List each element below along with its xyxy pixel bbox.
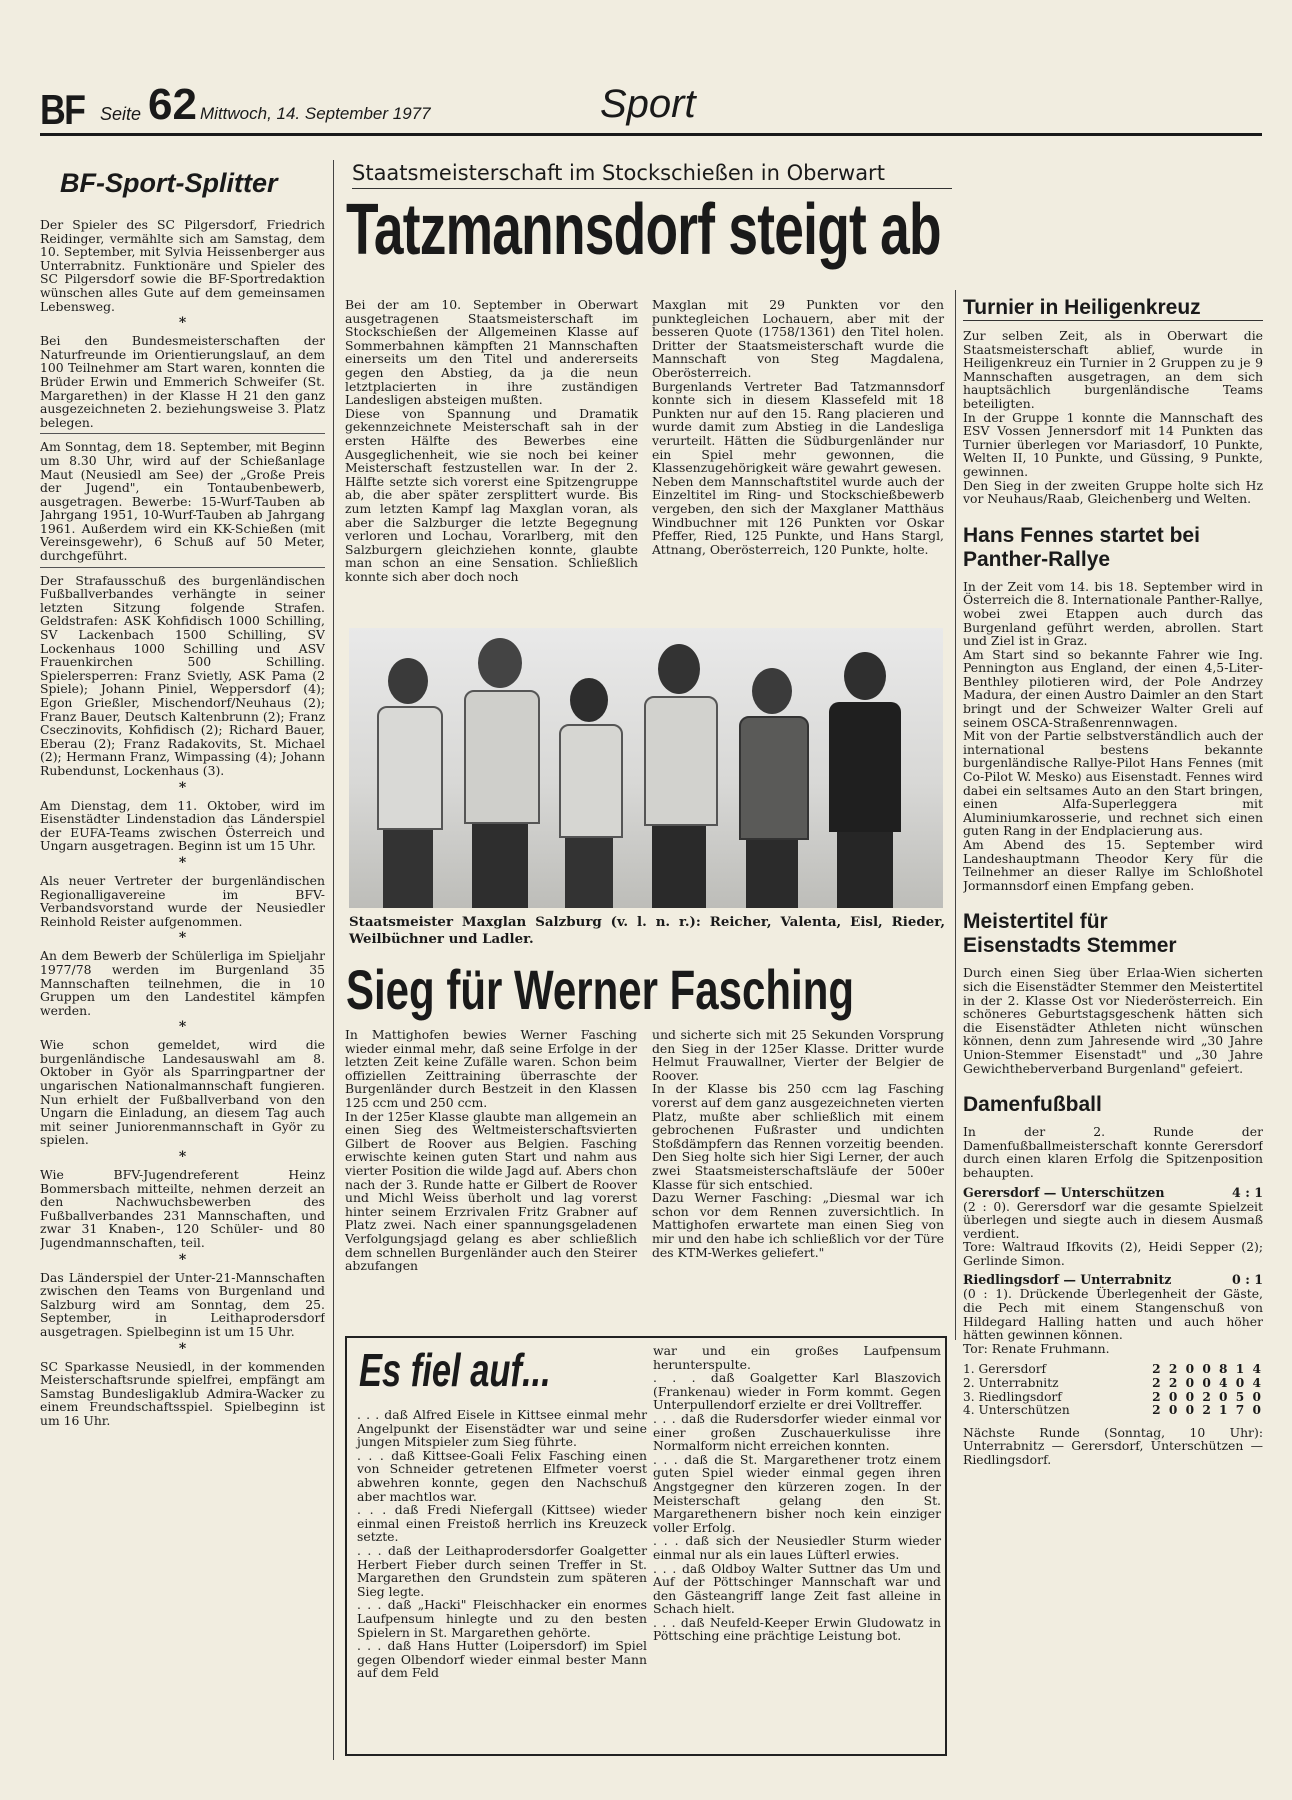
right-column xyxy=(963,296,1263,1766)
stat: 4 xyxy=(1219,1376,1230,1391)
logo: BF xyxy=(40,86,85,133)
stemmer-title: Meistertitel für Eisenstadts Stemmer xyxy=(963,910,1177,958)
page-header xyxy=(40,82,1262,138)
es-fiel-auf-text: war und ein großes Laufpensum herunterspulte. . . . daß Goalgetter Karl Blaszovich (Frankenau) wieder in Form kommt. Gegen Unterpullendorf erzielte er drei Volltreffer. . . . daß die Rudersdorfer wieder einmal vor einer großen Zuschauerkulisse ihre Normalform nicht erreichen konnten. . . . daß die St. Margarethener trotz einem guten Spiel wieder einmal gegen ihren Angstgegner den kürzeren zogen. In der Meisterschaft gelang den St. Margarethenern bisher noch kein einziger voller Erfolg. . . . daß sich der Neusiedler Sturm wieder einmal nur als ein laues Lüfterl erwies. . . . daß Oldboy Walter Suttner das Um und Auf der Pöttschinger Mannschaft war und den Gästeangriff lange Zeit fast alleine in Schach hielt. . . . daß Neufeld-Keeper Erwin Gludowatz in Pöttsching eine prächtige Leistung bot. xyxy=(653,1343,941,1644)
es-fiel-auf-box xyxy=(345,1336,947,1756)
stat: 1 xyxy=(1219,1403,1230,1418)
team-photo xyxy=(349,628,943,908)
es-fiel-auf-col-2 xyxy=(653,1344,941,1643)
stat: 2 xyxy=(1202,1389,1213,1404)
team-name: 4. Unterschützen xyxy=(963,1403,1070,1418)
divider xyxy=(40,567,325,568)
stat: 2 xyxy=(1152,1389,1163,1404)
stat: 1 xyxy=(1235,1362,1247,1377)
splitter-item: SC Sparkasse Neusiedl, in der kommenden Meisterschaftsrunde spielfrei, empfängt am Samstag Bundesligaklub Admira-Wacker zu einem Freundschaftsspiel. Spielbeginn ist um 16 Uhr. xyxy=(40,1358,325,1428)
fasching-col-1 xyxy=(345,1028,637,1273)
splitter-item: Wie BFV-Jugendreferent Heinz Bommersbach mitteilte, nehmen derzeit an den Nachwuchsbewerben des Fußballverbandes 231 Mannschaften, und zwar 31 Knaben-, 120 Schüler- und 80 Jugendmannschaften, teil. xyxy=(40,1167,325,1250)
es-fiel-auf-headline: Es fiel auf... xyxy=(359,1344,551,1396)
match-score: 4 : 1 xyxy=(1232,1184,1263,1200)
splitter-item: Am Dienstag, dem 11. Oktober, wird im Eisenstädter Lindenstadion das Länderspiel der EUFA-Teams zwischen Österreich und Ungarn ausgetragen. Beginn ist um 15 Uhr. xyxy=(40,797,325,854)
splitter-item: Das Länderspiel der Unter-21-Mannschaften zwischen den Teams von Burgenland und Salzburg wird am Sonntag, dem 25. September, in Leithaprodersdorf ausgetragen. Spielbeginn ist um 15 Uhr. xyxy=(40,1269,325,1339)
column-rule xyxy=(333,160,334,1760)
sport-splitter-column xyxy=(40,160,325,1760)
stat: 0 xyxy=(1252,1403,1263,1418)
issue-date: Mittwoch, 14. September 1977 xyxy=(200,104,431,123)
table-row xyxy=(963,1404,1263,1418)
standings-table xyxy=(963,1363,1263,1417)
match-1 xyxy=(963,1186,1263,1268)
stat: 5 xyxy=(1235,1389,1247,1404)
stat: 7 xyxy=(1235,1403,1247,1418)
article-text: Maxglan mit 29 Punkten vor den punktegleichen Lochauern, aber mit der besseren Quote (1758/1361) den Titel holen. Dritter der Staatsmeisterschaft wurde die Mannschaft von Steg Magdalena, Oberösterreich. Burgenlands Vertreter Bad Tatzmannsdorf konnte sich in diesem Klassefeld mit 18 Punkten nur auf den 15. Rang placieren und wurde damit zum Abstieg in die Landesliga verurteilt. Hätten die Südburgenländer nur ein Spiel mehr gewonnen, die Klassenzugehörigkeit wäre gewahrt gewesen. Neben dem Mannschaftstitel wurde auch der Einzeltitel im Ring- und Stockschießbewerb vergeben, den sich der Maxglaner Matthäus Windbuchner mit 126 Punkten vor Oskar Pfeffer, Ried, 125 Punkte, und Hans Stargl, Attnang, Oberösterreich, 120 Punkte, holte. xyxy=(652,297,944,557)
splitter-item: Als neuer Vertreter der burgenländischen Regionalligavereine im BFV-Verbandsvorstand wurde der Neusiedler Reinhold Reister aufgenommen. xyxy=(40,872,325,929)
article-kicker: Staatsmeisterschaft im Stockschießen in Oberwart xyxy=(352,160,952,189)
stat: 0 xyxy=(1168,1389,1180,1404)
separator-star: * xyxy=(178,1019,187,1036)
stat: 2 xyxy=(1152,1362,1163,1377)
separator-star: * xyxy=(178,315,187,332)
fasching-text: und sicherte sich mit 25 Sekunden Vorsprung den Sieg in der 125er Klasse. Dritter wurde Helmut Frauwallner, Vierter der Belgier de Roover. In der Klasse bis 250 ccm lag Fasching vorerst auf dem ganz ausgezeichneten vierten Platz, mußte aber schließlich mit einem gebrochenen Fußraster und undichten Stoßdämpfern das Rennen vorzeitig beenden. Den Sieg holte sich hier Sigi Lerner, der auch zwei Staatsmeisterschaftsläufe der 500er Klasse für sich entschied. Dazu Werner Fasching: „Diesmal war ich schon vor dem Rennen zuversichtlich. In Mattighofen erwartete man einen Sieg von mir und den habe ich schließlich vor der Türe des KTM-Werkes geliefert." xyxy=(652,1027,944,1260)
fennes-text: In der Zeit vom 14. bis 18. September wird in Österreich die 8. Internationale Panther-Rallye, wobei zwei Etappen auch durch das Burgenland geführt werden, abrollen. Start und Ziel ist in Graz. Am Start sind so bekannte Fahrer wie Ing. Pennington aus England, der einen 4,5-Liter-Benthley pilotieren wird, der Pole Andrzey Madura, der einen Austro Daimler an den Start bringt und der Schweizer Walter Greli auf seinem OSCA-Straßenrennwagen. Mit von der Partie selbstverständlich auch der international bestens bekannte burgenländische Rallye-Pilot Hans Fennes (mit Co-Pilot W. Mesko) aus Eisenstadt. Fennes wird dabei ein seltsames Auto an den Start bringen, einen Alfa-Superleggera mit Aluminiumkarosserie, und rechnet sich einen guten Rang in der Endplacierung aus. Am Abend des 15. September wird Landeshauptmann Theodor Kery für die Teilnehmer an dieser Rallye im Schloßhotel Jormannsdorf einen Empfang geben. xyxy=(963,578,1263,893)
stat: 0 xyxy=(1185,1389,1197,1404)
stat: 0 xyxy=(1252,1389,1263,1404)
team-name: 1. Gerersdorf xyxy=(963,1362,1047,1377)
splitter-item: Bei den Bundesmeisterschaften der Naturfreunde im Orientierungslauf, an dem 100 Teilnehmer am Start waren, konnten die Brüder Erwin und Emmerich Schweifer (St. Margarethen) in der Klasse H 21 den ganz ausgezeichneten 2. beziehungsweise 3. Platz belegen. xyxy=(40,333,325,430)
stat: 4 xyxy=(1252,1362,1263,1377)
stat: 0 xyxy=(1202,1362,1213,1377)
fasching-headline: Sieg für Werner Fasching xyxy=(346,958,855,1021)
header-rule xyxy=(40,133,1262,136)
table-row xyxy=(963,1363,1263,1377)
table-row xyxy=(963,1391,1263,1405)
damen-title: Damenfußball xyxy=(963,1093,1102,1117)
es-fiel-auf-text: . . . daß Alfred Eisele in Kittsee einmal mehr Angelpunkt der Eisenstädter war und seine jungen Mitspieler zum Sieg führte. . . . daß Kittsee-Goali Felix Fasching einen von Schneider getretenen Elfmeter voerst abwehren konnte, gegen den Nachschuß aber machtlos war. . . . daß Fredi Niefergall (Kittsee) wieder einmal einen Freistoß herrlich ins Kreuzeck setzte. . . . daß der Leithaprodersdorfer Goalgetter Herbert Fieber durch seinen Treffer in St. Margarethen den Grundstein zum späteren Sieg legte. . . . daß „Hacki" Fleischhacker ein enormes Laufpensum hinlegte und zu den besten Spielern in St. Margarethen gehörte. . . . daß Hans Hutter (Loipersdorf) im Spiel gegen Olbendorf wieder einmal bester Mann auf dem Feld xyxy=(357,1407,647,1681)
match-text: (0 : 1). Drückende Überlegenheit der Gäste, die Pech mit einem Stangenschuß von Hildegard Halling hatten und auch höher hätten gewinnen können. Tor: Renate Fruhmann. xyxy=(963,1286,1263,1356)
divider xyxy=(40,433,325,434)
fasching-col-2 xyxy=(652,1028,944,1259)
separator-star: * xyxy=(178,1149,187,1166)
stat: 0 xyxy=(1202,1376,1213,1391)
heiligenkreuz-text: Zur selben Zeit, als in Oberwart die Staatsmeisterschaft ablief, wurde in Heiligenkreuz ein Turnier in 2 Gruppen zu je 9 Mannschaften ausgetragen, an dem sich hauptsächlich burgenländische Teams beteiligten. In der Gruppe 1 konnte die Mannschaft des ESV Vossen Jennersdorf mit 14 Punkten das Turnier überlegen vor Mariasdorf, 10 Punkte, Welten II, 10 Punkte, und Güssing, 9 Punkte, gewinnen. Den Sieg in der zweiten Gruppe holte sich Hz vor Neuhaus/Raab, Gleichenberg und Welten. xyxy=(963,328,1263,507)
stat: 2 xyxy=(1152,1376,1163,1391)
splitter-item: Wie schon gemeldet, wird die burgenländische Landesauswahl am 8. Oktober in Györ als Sparringpartner der ungarischen Nationalmannschaft fungieren. Nun erhielt der Fußballverband von den Ungarn die Einladung, an diesem Tag auch mit seiner Juniorenmannschaft in Györ zu spielen. xyxy=(40,1037,325,1148)
stemmer-text: Durch einen Sieg über Erlaa-Wien sicherten sich die Eisenstädter Stemmer den Meistertitel in der 2. Klasse Ost vor Niederösterreich. Ein schöneres Geburtstagsgeschenk hätten sich die Eisenstädter Athleten nicht wünschen können, denn zum Jahresende wird „30 Jahre Union-Stemmer Eisenstadt" und „30 Jahre Gewichtheberverband Burgenland" gefeiert. xyxy=(963,965,1263,1076)
page-number: 62 xyxy=(148,80,197,129)
splitter-item: Am Sonntag, dem 18. September, mit Beginn um 8.30 Uhr, wird auf der Schießanlage Maut (Neusiedl am See) der „Große Preis der Jugend", ein Tontaubenbewerb, ausgetragen. Bewerbe: 15-Wurf-Tauben ab Jahrgang 1951, 10-Wurf-Tauben ab Jahrgang 1961. Außerdem wird ein KK-Schießen (mit Vereinsgewehr), 6 Schuß auf 50 Meter, durchgeführt. xyxy=(40,439,325,564)
splitter-item: An dem Bewerb der Schülerliga im Spieljahr 1977/78 werden im Burgenland 35 Mannschaften teilnehmen, die in 10 Gruppen um den Landestitel kämpfen werden. xyxy=(40,948,325,1018)
team-name: 3. Riedlingsdorf xyxy=(963,1389,1062,1404)
separator-star: * xyxy=(178,930,187,947)
stat: 0 xyxy=(1219,1389,1230,1404)
stat: 2 xyxy=(1168,1362,1180,1377)
article-text: Bei der am 10. September in Oberwart ausgetragenen Staatsmeisterschaft im Stockschießen der Allgemeinen Klasse auf Sommerbahnen kämpften 21 Mannschaften einerseits um den Titel und andererseits gegen den Abstieg, da ja die neun letztplacierten in ihre zuständigen Landesligen absteigen mußten. Diese von Spannung und Dramatik gekennzeichnete Meisterschaft sah in der ersten Hälfte des Bewerbes eine Ausgeglichenheit, wie sie noch bei keiner Meisterschaft festzustellen war. In der 2. Hälfte setzte sich vorerst eine Spitzengruppe ab, die aber später zersplittert wurde. Bis zum letzten Kampf lag Maxglan voran, als aber die Salzburger die letzte Begegnung verloren und Lochau, Vorarlberg, mit den Salzburgern gleichziehen konnte, glaubte man schon an eine Sensation. Schließlich konnte sich aber doch noch xyxy=(345,297,638,584)
article-col-2 xyxy=(652,298,944,556)
article-headline: Tatzmannsdorf steigt ab xyxy=(346,190,941,270)
match-2 xyxy=(963,1273,1263,1355)
person-silhouette xyxy=(464,638,536,908)
separator-star: * xyxy=(178,1251,187,1268)
stat: 0 xyxy=(1235,1376,1247,1391)
stat: 2 xyxy=(1168,1376,1180,1391)
separator-star: * xyxy=(178,779,187,796)
stat: 0 xyxy=(1185,1376,1197,1391)
team-name: 2. Unterrabnitz xyxy=(963,1376,1059,1391)
next-round: Nächste Runde (Sonntag, 10 Uhr): Unterrabnitz — Gerersdorf, Unterschützen — Riedlingsdorf. xyxy=(963,1424,1263,1467)
es-fiel-auf-col-1 xyxy=(357,1408,647,1680)
stat: 8 xyxy=(1219,1362,1230,1377)
stat: 4 xyxy=(1252,1376,1263,1391)
person-silhouette xyxy=(377,658,439,908)
match-teams: Riedlingsdorf — Unterrabnitz xyxy=(963,1272,1172,1288)
stat: 0 xyxy=(1168,1403,1180,1418)
match-score: 0 : 1 xyxy=(1232,1272,1263,1288)
person-silhouette xyxy=(739,668,805,908)
heiligenkreuz-title: Turnier in Heiligenkreuz xyxy=(963,296,1263,321)
photo-caption: Staatsmeister Maxglan Salzburg (v. l. n. r.): Reicher, Valenta, Eisl, Rieder, Weilbüchner und Ladler. xyxy=(349,914,945,947)
person-silhouette xyxy=(559,678,619,908)
splitter-title: BF-Sport-Splitter xyxy=(60,168,278,198)
separator-star: * xyxy=(178,1340,187,1357)
seite-label: Seite xyxy=(100,104,142,124)
column-rule xyxy=(955,290,956,1340)
stat: 0 xyxy=(1185,1403,1197,1418)
article-col-1 xyxy=(345,298,638,583)
person-silhouette xyxy=(829,652,901,908)
stat: 2 xyxy=(1152,1403,1163,1418)
person-silhouette xyxy=(644,644,714,908)
match-teams: Gerersdorf — Unterschützen xyxy=(963,1184,1165,1200)
stat: 2 xyxy=(1202,1403,1213,1418)
table-row xyxy=(963,1377,1263,1391)
match-text: (2 : 0). Gerersdorf war die gesamte Spielzeit überlegen und siegte auch in diesem Ausmaß verdient. Tore: Waltraud Ifkovits (2), Heidi Sepper (2); Gerlinde Simon. xyxy=(963,1198,1263,1268)
fasching-text: In Mattighofen bewies Werner Fasching wieder einmal mehr, daß seine Erfolge in der letzten Zeit keine Zufälle waren. Schon beim offiziellen Zeittraining überraschte der Burgenländer durch Bestzeit in den Klassen 125 ccm und 250 ccm. In der 125er Klasse glaubte man allgemein an einen Sieg des Weltmeisterschaftsvierten Gilbert de Roover aus Belgien. Fasching erwischte keinen guten Start und nahm aus vierter Position die wilde Jagd auf. Abers chon nach der 3. Runde hatte er Gilbert de Roover und Michl Weiss überholt und lag vorerst hinter seinem Erzrivalen Fritz Grabner auf Platz zwei. Nach einer spannungsgeladenen Verfolgungsjagd gelang es aber schließlich dem schnellen Burgenländer auch den Steirer abzufangen xyxy=(345,1027,637,1274)
separator-star: * xyxy=(178,854,187,871)
section-title: Sport xyxy=(600,82,696,126)
fennes-title: Hans Fennes startet bei Panther-Rallye xyxy=(963,523,1200,571)
splitter-item: Der Strafausschuß des burgenländischen Fußballverbandes verhängte in seiner letzten Sitzung folgende Strafen. Geldstrafen: ASK Kohfidisch 1000 Schilling, SV Lackenbach 1500 Schilling, SV Lockenhaus 1000 Schilling und ASV Frauenkirchen 500 Schilling. Spielersperren: Franz Svietly, ASK Pama (2 Spiele); Johann Piniel, Weppersdorf (4); Egon Grießler, Mischendorf/Neuhaus (2); Franz Bauer, Deutsch Kaltenbrunn (2); Franz Cseczinovits, Kohfidisch (2); Richard Bauer, Eberau (2); Franz Radakovits, St. Michael (2); Hermann Franz, Wimpassing (4); Johann Rubendunst, Lockenhaus (3). xyxy=(40,572,325,778)
damen-intro: In der 2. Runde der Damenfußballmeisterschaft konnte Gerersdorf durch einen klaren Erfolg die Spitzenposition behaupten. xyxy=(963,1124,1263,1180)
splitter-item: Der Spieler des SC Pilgersdorf, Friedrich Reidinger, vermählte sich am Samstag, dem 10. September, mit Sylvia Heissenberger aus Unterrabnitz. Funktionäre und Spieler des SC Pilgersdorf sowie die BF-Sportredaktion wünschen alles Gute auf dem gemeinsamen Lebensweg. xyxy=(40,217,325,314)
stat: 0 xyxy=(1185,1362,1197,1377)
